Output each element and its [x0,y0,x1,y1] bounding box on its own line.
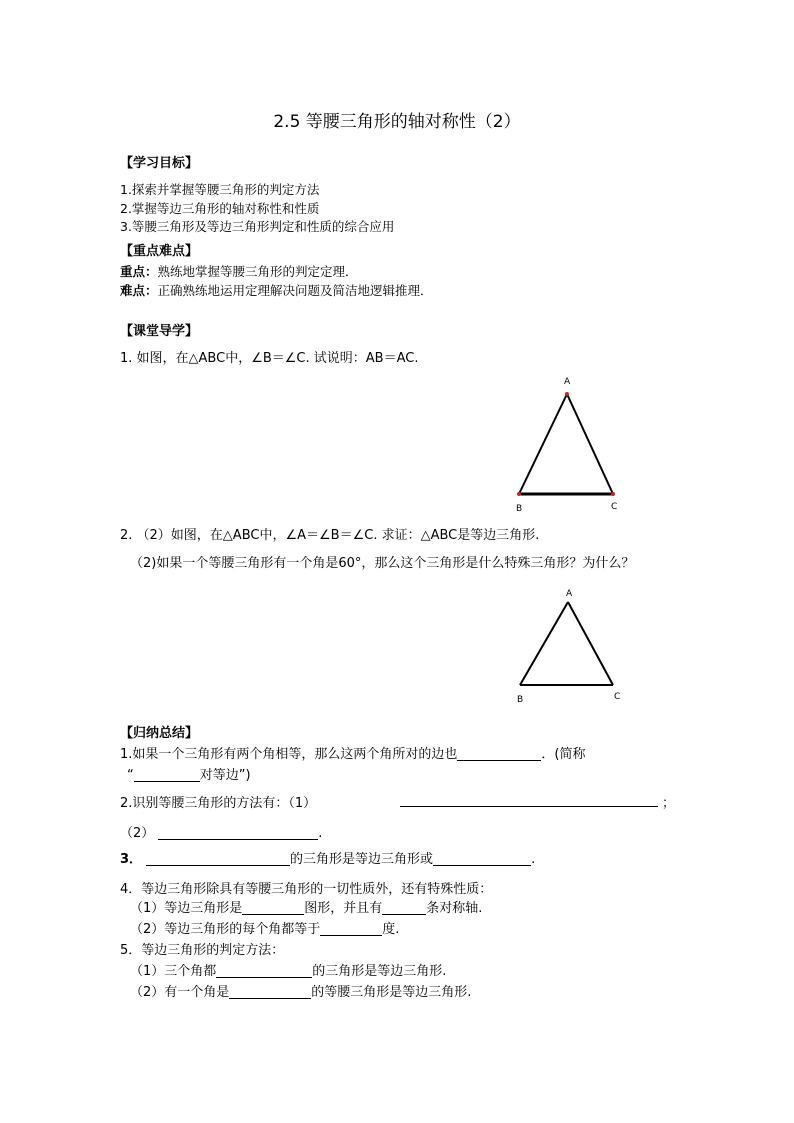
summary-1-line-2-end: 对等边”) [199,768,251,783]
summary-4: 4．等边三角形除具有等腰三角形的一切性质外，还有特殊性质： [120,882,493,897]
objective-item: 1.探索并掌握等腰三角形的判定方法 [120,182,320,197]
answer-blank[interactable] [216,963,312,978]
objective-item: 3.等腰三角形及等边三角形判定和性质的综合应用 [120,219,395,234]
summary-2-line-2-end: . [318,826,323,841]
summary-4-1-text: （1）等边三角形是 [130,901,243,916]
summary-1-line-2 [127,764,251,783]
triangle-figure-1 [505,370,635,518]
page-title: 2.5 等腰三角形的轴对称性（2） [273,112,521,132]
summary-1 [120,743,585,762]
focus-label: 重点： [120,264,158,279]
summary-5-2 [130,981,471,1000]
answer-blank[interactable] [400,792,658,807]
summary-5-1-end: 的三角形是等边三角形. [312,964,447,979]
summary-4-1-mid: 图形，并且有 [304,901,383,916]
answer-blank[interactable] [134,767,200,782]
summary-1-end: ．(简称 [541,747,586,762]
label-b: B [516,504,523,514]
label-c: C [614,692,621,702]
summary-3-end: . [531,852,536,867]
question-2a: 2. （2）如图，在△ABC中，∠A＝∠B＝∠C. 求证：△ABC是等边三角形. [120,528,540,543]
objectives-heading: 【学习目标】 [120,156,199,171]
side-ac [567,394,613,494]
vertex-a [565,392,569,396]
summary-1-text: 1.如果一个三角形有两个角相等，那么这两个角所对的边也 [120,747,458,762]
summary-5-1-text: （1）三个角都 [130,964,217,979]
summary-3-number: 3． [120,852,143,867]
label-b: B [517,695,524,705]
question-1: 1. 如图，在△ABC中，∠B＝∠C. 试说明：AB＝AC. [120,351,419,366]
difficulty-line [120,281,433,299]
side-ac [568,602,613,685]
triangle-figure-2 [505,585,635,707]
label-a: A [564,377,571,387]
guide-heading: 【课堂导学】 [120,324,199,339]
summary-4-1 [130,897,482,916]
summary-2-line-2-text: （2） [120,826,155,841]
difficulty-text: 正确熟练地运用定理解决问题及简洁地逻辑推理． [157,283,433,298]
summary-4-1-end: 条对称轴. [426,901,483,916]
difficulty-label: 难点： [120,283,158,298]
summary-2-text: 2.识别等腰三角形的方法有：（1） [120,796,317,811]
answer-blank[interactable] [146,851,290,866]
answer-blank[interactable] [457,746,541,761]
focus-text: 熟练地掌握等腰三角形的判定定理． [157,264,358,279]
summary-2 [120,792,316,811]
quote-open: “ [127,768,134,783]
answer-blank[interactable] [158,825,318,840]
keypoints-heading: 【重点难点】 [120,244,199,259]
objective-item: 2.掌握等边三角形的轴对称性和性质 [120,201,320,216]
question-2b: （2)如果一个等腰三角形有一个角是60°，那么这个三角形是什么特殊三角形？为什么？ [130,556,635,571]
vertex-c [611,492,615,496]
answer-blank[interactable] [242,900,304,915]
label-c: C [611,502,618,512]
summary-5-2-end: 的等腰三角形是等边三角形. [311,985,472,1000]
summary-3-text: 的三角形是等边三角形或 [290,852,434,867]
summary-5-1 [130,960,446,979]
summary-4-2-end: 度. [382,922,400,937]
answer-blank[interactable] [320,921,382,936]
answer-blank[interactable] [382,900,426,915]
summary-4-2-text: （2）等边三角形的每个角都等于 [130,922,321,937]
side-ab [519,394,567,494]
summary-heading: 【归纳总结】 [120,726,199,741]
summary-4-2 [130,918,399,937]
summary-2-line-2 [120,822,322,841]
label-a: A [566,589,573,599]
answer-blank[interactable] [229,984,311,999]
summary-5-2-text: （2）有一个角是 [130,985,230,1000]
focus-line [120,262,358,280]
vertex-b [517,492,521,496]
summary-2-end: ； [662,796,676,811]
answer-blank[interactable] [433,851,531,866]
summary-5: 5．等边三角形的判定方法： [120,943,285,958]
summary-3 [120,848,535,867]
side-ab [520,602,568,685]
